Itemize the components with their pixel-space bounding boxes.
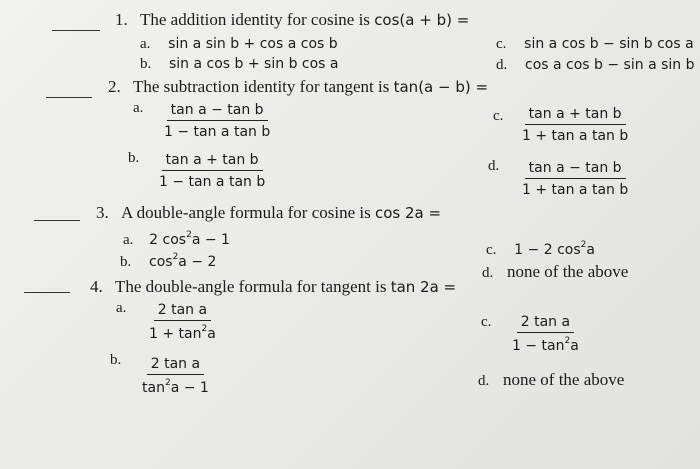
option-expression: sin a sin b + cos a cos b [168, 36, 338, 52]
option-3a[interactable] [123, 230, 230, 249]
fraction-denominator: $\tan^2a - 1$ [142, 378, 209, 396]
option-4c-letter: c. [481, 314, 492, 330]
option-2a[interactable] [160, 102, 274, 140]
option-2b[interactable] [155, 152, 269, 190]
option-2b-letter: b. [128, 150, 140, 166]
option-letter: b. [120, 254, 132, 270]
option-letter: d. [478, 373, 490, 389]
option-expression: none of the above [503, 370, 625, 389]
question-text: A double-angle formula for cosine is [121, 203, 371, 222]
option-4b[interactable] [138, 356, 213, 396]
option-4b-letter: b. [110, 352, 122, 368]
option-expression: 1 − 2 $\cos^2a$ [514, 240, 595, 258]
option-1b[interactable] [140, 56, 339, 73]
question-1 [115, 10, 469, 30]
option-expression: 2 $\cos^2a - 1$ [149, 230, 230, 248]
option-4a-letter: a. [116, 300, 127, 316]
option-letter: c. [486, 242, 497, 258]
question-expression: tan 2a = [390, 278, 457, 296]
option-expression: cos a cos b − sin a sin b [525, 57, 695, 73]
fraction-denominator: 1 + tan a tan b [522, 128, 629, 144]
option-expression: sin a cos b − sin b cos a [524, 36, 694, 52]
fraction-numerator: 2 tan a [147, 356, 204, 375]
option-letter: a. [123, 232, 134, 248]
option-4c[interactable] [508, 314, 583, 354]
answer-blank-3[interactable] [34, 220, 80, 221]
option-expression: none of the above [507, 262, 629, 281]
option-letter: d. [496, 57, 508, 73]
question-2 [108, 77, 488, 97]
option-letter: b. [140, 56, 152, 72]
option-1d[interactable] [496, 57, 695, 74]
fraction-numerator: tan a + tan b [525, 106, 626, 125]
question-number: 3. [96, 203, 109, 222]
option-expression: $\cos^2a - 2$ [149, 252, 217, 270]
option-2d[interactable] [518, 160, 632, 198]
option-2c[interactable] [518, 106, 632, 144]
question-expression: tan(a − b) = [393, 78, 489, 96]
fraction-denominator: $1 + \tan^2a$ [149, 324, 216, 342]
fraction-denominator: $1 - \tan^2a$ [512, 336, 579, 354]
option-3c[interactable] [486, 240, 595, 259]
option-3d[interactable] [482, 262, 628, 282]
fraction-denominator: 1 + tan a tan b [522, 182, 629, 198]
question-text: The subtraction identity for tangent is [133, 77, 390, 96]
answer-blank-4[interactable] [24, 292, 70, 293]
question-4 [90, 277, 456, 297]
option-2c-letter: c. [493, 108, 504, 124]
answer-blank-1[interactable] [52, 30, 100, 31]
option-2a-letter: a. [133, 100, 144, 116]
question-text: The double-angle formula for tangent is [115, 277, 387, 296]
fraction-numerator: 2 tan a [517, 314, 574, 333]
question-expression: cos(a + b) = [374, 11, 470, 29]
fraction-numerator: tan a + tan b [162, 152, 263, 171]
question-number: 1. [115, 10, 128, 29]
option-letter: d. [482, 265, 494, 281]
question-text: The addition identity for cosine is [140, 10, 370, 29]
fraction-denominator: 1 − tan a tan b [159, 174, 266, 190]
option-4d[interactable] [478, 370, 624, 390]
fraction-numerator: tan a − tan b [525, 160, 626, 179]
question-number: 2. [108, 77, 121, 96]
fraction-numerator: 2 tan a [154, 302, 211, 321]
fraction-denominator: 1 − tan a tan b [164, 124, 271, 140]
question-3 [96, 203, 441, 223]
option-expression: sin a cos b + sin b cos a [169, 56, 339, 72]
option-letter: a. [140, 36, 151, 52]
option-2d-letter: d. [488, 158, 500, 174]
option-1a[interactable] [140, 36, 338, 53]
option-3b[interactable] [120, 252, 216, 271]
option-letter: c. [496, 36, 507, 52]
option-4a[interactable] [145, 302, 220, 342]
option-1c[interactable] [496, 36, 694, 53]
question-expression: cos 2a = [375, 204, 442, 222]
fraction-numerator: tan a − tan b [167, 102, 268, 121]
answer-blank-2[interactable] [46, 97, 92, 98]
question-number: 4. [90, 277, 103, 296]
